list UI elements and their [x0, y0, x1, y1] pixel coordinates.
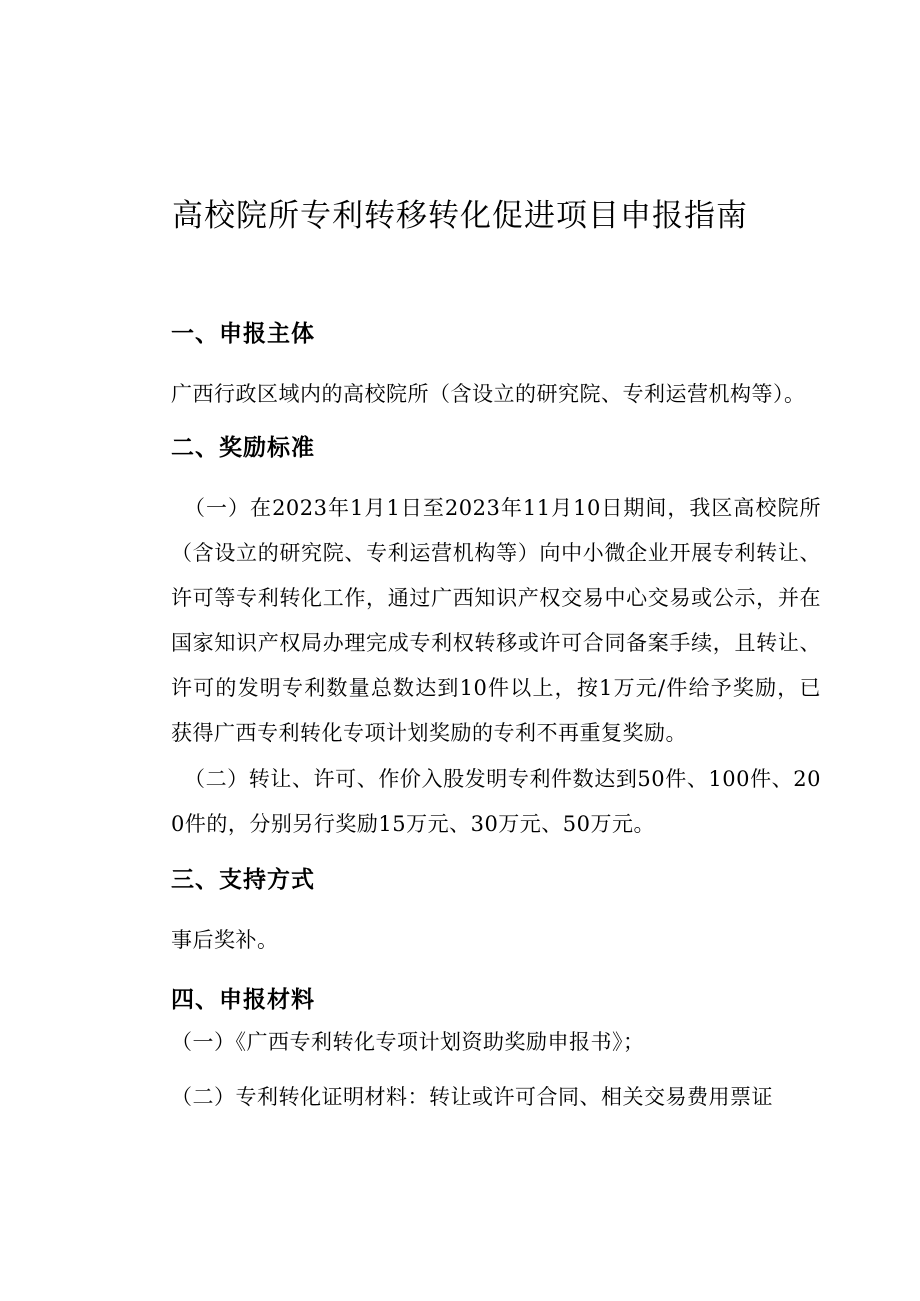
reward-standard-paragraph-2: （二）转让、许可、作价入股发明专利件数达到50件、100件、200件的，分别另行奖励15万元、30万元、50万元。	[171, 767, 821, 836]
materials-item-2: （二）专利转化证明材料：转让或许可合同、相关交易费用票证	[171, 1085, 773, 1109]
section-heading-applicant: 一、申报主体	[171, 321, 315, 347]
reward-standard-paragraph-1: （一）在2023年1月1日至2023年11月10日期间，我区高校院所（含设立的研究院、专利运营机构等）向中小微企业开展专利转让、许可等专利转化工作，通过广西知识产权交易中心交易或公示，并在国家知识产权局办理完成专利权转移或许可合同备案手续，且转让、许可的发明专利数量总数达到10件以上，按1万元/件给予奖励，已获得广西专利转化专项计划奖励的专利不再重复奖励。	[171, 496, 821, 745]
applicant-paragraph: 广西行政区域内的高校院所（含设立的研究院、专利运营机构等）。	[171, 382, 806, 406]
document-title: 高校院所专利转移转化促进项目申报指南	[172, 198, 748, 234]
section-heading-support-method: 三、支持方式	[171, 867, 315, 893]
section-heading-materials: 四、申报材料	[171, 987, 315, 1013]
support-method-paragraph: 事后奖补。	[171, 928, 279, 952]
materials-item-1: （一）《广西专利转化专项计划资助奖励申报书》；	[171, 1030, 645, 1054]
section-heading-reward-standard: 二、奖励标准	[171, 435, 315, 461]
